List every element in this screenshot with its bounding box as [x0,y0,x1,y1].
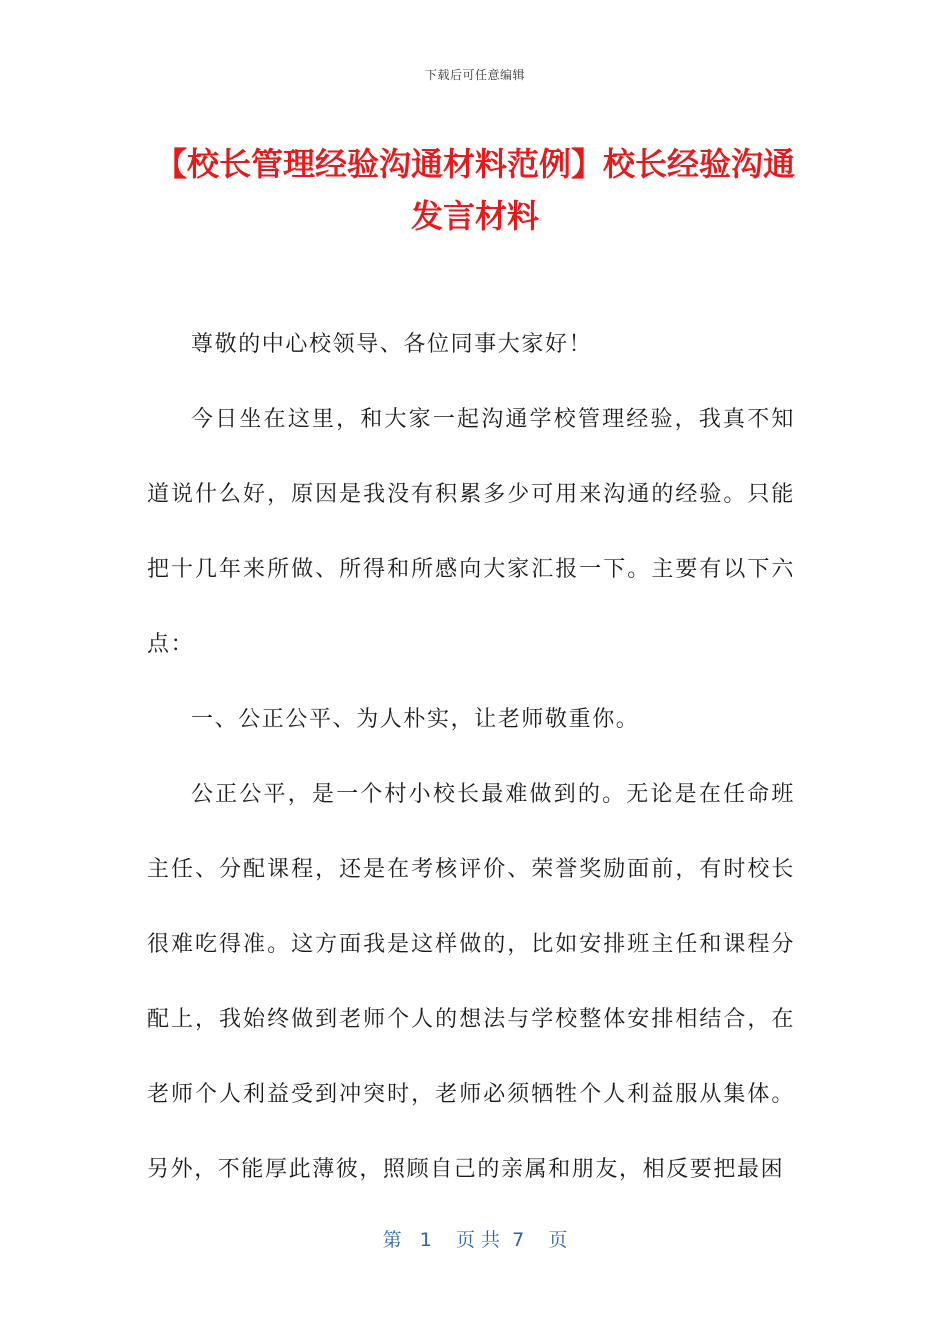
document-body [147,307,795,1207]
document-title: 【校长管理经验沟通材料范例】校长经验沟通发言材料 [154,145,795,235]
paragraph-greeting: 尊敬的中心校领导、各位同事大家好！ [191,332,593,357]
page-number-footer: 第 1 页 共 7 页 [382,1229,568,1251]
paragraph-fairness: 公正公平，是一个村小校长最难做到的。无论是在任命班主任、分配课程，还是在考核评价、荣誉奖励面前，有时校长很难吃得准。这方面我是这样做的，比如安排班主任和课程分配上，我始终做到老师个人的想法与学校整体安排相结合，在老师个人利益受到冲突时，老师必须牺牲个人利益服从集体。另外，不能厚此薄彼，照顾自己的亲属和朋友，相反要把最困 [147,782,795,1182]
header-note: 下载后可任意编辑 [424,68,525,82]
paragraph-intro: 今日坐在这里，和大家一起沟通学校管理经验，我真不知道说什么好，原因是我没有积累多少可用来沟通的经验。只能把十几年来所做、所得和所感向大家汇报一下。主要有以下六点： [147,407,795,657]
paragraph-point-one-heading: 一、公正公平、为人朴实，让老师敬重你。 [191,707,640,732]
